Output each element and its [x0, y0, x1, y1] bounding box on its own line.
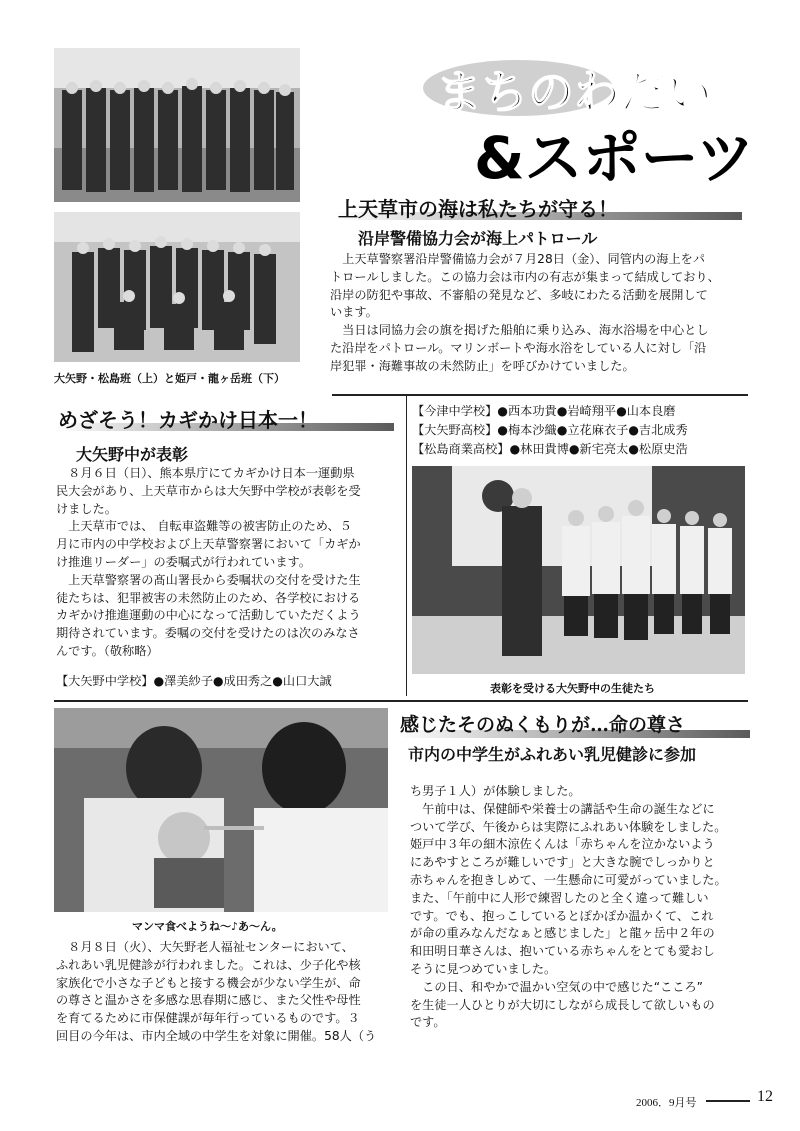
- names-oyano-jhs: 【大矢野中学校】●澤美紗子●成田秀之●山口大誠: [56, 674, 332, 688]
- patrol-photo-caption: 大矢野・松島班（上）と姫戸・龍ヶ岳班（下）: [54, 372, 285, 385]
- patrol-photo-bottom: [54, 212, 300, 362]
- names-imazu-jhs: 【今津中学校】●西本功貴●岩崎翔平●山本良磨: [412, 404, 676, 418]
- section1-body: 上天草警察署沿岸警備協力会が７月28日（金）、同管内の海上をパ トロールしました。この協力会は市内の有志が集まって結成しており、 沿岸の防犯や事故、不審船の発見など、多岐にわたる活動を展開して います。 当日は同協力会の旗を掲げた船舶に乗り込み、海水浴場を中心とし た沿岸をパトロール。マリンボートや海水浴をしている人に対し「沿 岸犯罪・海難事故の未然防止」を呼びかけていました。: [330, 252, 720, 373]
- names-oyano-hs: 【大矢野高校】●梅本沙織●立花麻衣子●吉北成秀: [412, 423, 688, 437]
- names-matsushima-chs: 【松島商業高校】●林田貴博●新宅亮太●松原史浩: [412, 442, 688, 456]
- section1-headline: 上天草市の海は私たちが守る！: [338, 197, 618, 221]
- section3-headline: 感じたそのぬくもりが…命の尊さ: [400, 714, 686, 736]
- section2-subhead: 大矢野中が表彰: [76, 445, 189, 464]
- patrol-photo-top: [54, 48, 300, 202]
- page-number: 12: [757, 1088, 773, 1105]
- baby-checkup-photo: [54, 708, 388, 912]
- section-title: [418, 40, 778, 190]
- footer-rule: [706, 1100, 750, 1102]
- section3-subhead: 市内の中学生がふれあい乳児健診に参加: [408, 745, 697, 764]
- section2-headline: めざそう！カギかけ日本一！: [58, 408, 318, 432]
- baby-photo-caption: マンマ食べようね～♪あ～ん。: [132, 920, 283, 933]
- section-divider: [332, 394, 748, 396]
- title-line2: &スポーツ: [474, 124, 755, 190]
- section3-body-left: ８月８日（火）、大矢野老人福祉センターにおいて、 ふれあい乳児健診が行われました。これは、少子化や核 家族化で小さな子どもと接する機会が少ない学生が、命 の尊さと温かさを多感な思春期に感じ、また父性や母性 を育てるために市保健課が毎年行っているものです。３ 回目の今年は、市内全域の中学生を対象に開催。58人（う: [56, 940, 377, 1043]
- footer-issue: [636, 1094, 697, 1110]
- award-photo-caption: 表彰を受ける大矢野中の生徒たち: [490, 682, 655, 695]
- section3-body-right: ち男子１人）が体験しました。 午前中は、保健師や栄養士の講話や生命の誕生などに ついて学び、午後からは実際にふれあい体験をしました。 姫戸中３年の細木涼佐くんは「赤ちゃんを泣かないよう にあやすところが難しいです」と大きな腕でしっかりと 赤ちゃんを抱きしめて、一生懸命に可愛がっていました。 また、「午前中に人形で練習したのと全く違って難しい です。でも、抱っこしているとぽかぽか温かくて、これ が命の重みなんだなぁと感じました」と龍ヶ岳中２年の 和田明日華さんは、抱いている赤ちゃんをとても愛おし そうに見つめていました。 この日、和やかで温かい空気の中で感じた“こころ” を生徒一人ひとりが大切にしながら成長して欲しいもの です。: [410, 784, 727, 1030]
- section2-body: ８月６日（日）、熊本県庁にてカギかけ日本一運動県 民大会があり、上天草市からは大矢野中学校が表彰を受 けました。 上天草市では、 自転車盗難等の被害防止のため、５ 月に市内の中学校および上天草警察署において「カギか け推進リーダー」の委嘱式が行われています。 上天草警察署の髙山署長から委嘱状の交付を受けた生 徒たちは、犯罪被害の未然防止のため、各学校における カギかけ推進運動の中心になって活動していただくよう 期待されています。委嘱の交付を受けたのは次のみなさ んです。（敬称略）: [56, 466, 361, 658]
- title-graphic: [418, 40, 778, 190]
- title-line1: まちのわだい: [436, 65, 712, 119]
- footer-issue-text: 2006．9月号: [636, 1097, 697, 1109]
- section-divider: [54, 700, 748, 702]
- section1-subhead: 沿岸警備協力会が海上パトロール: [358, 229, 598, 248]
- column-divider: [406, 396, 407, 696]
- award-photo: [412, 466, 745, 674]
